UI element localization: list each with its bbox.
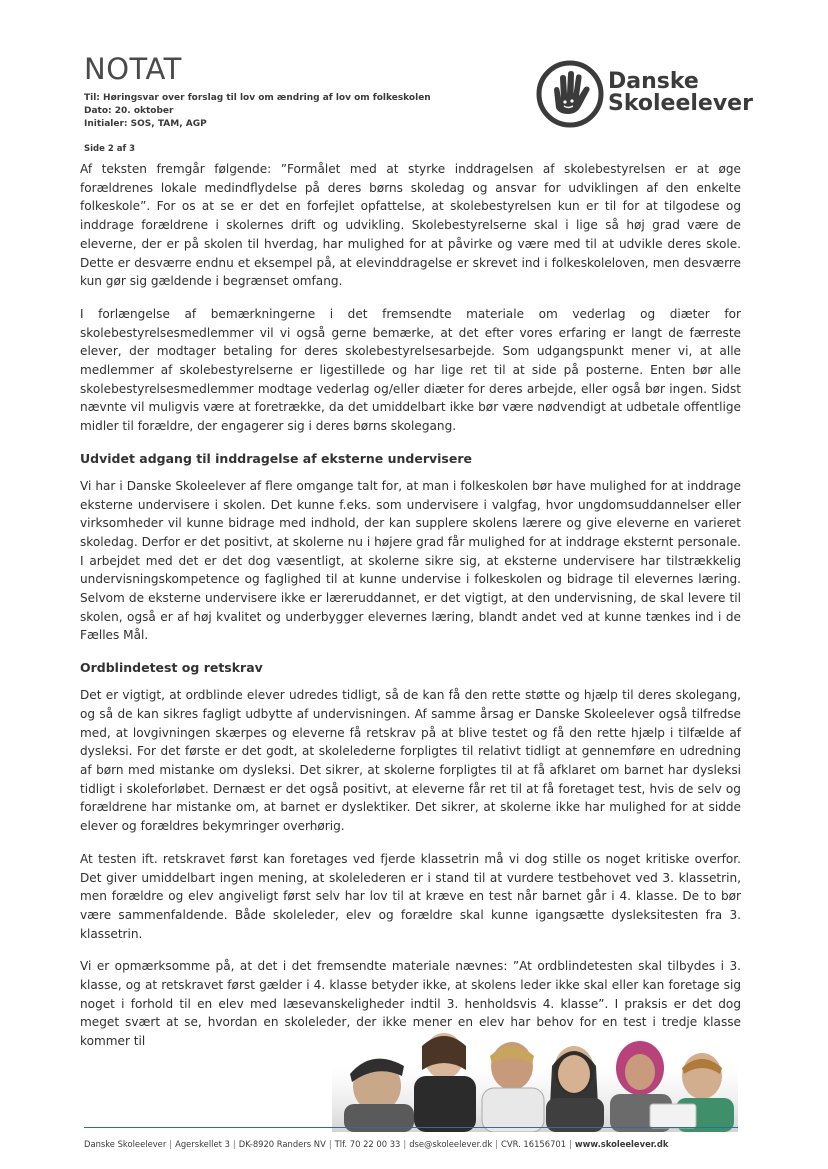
meta-date: Dato: 20. oktober [84,106,174,116]
footer-cvr: CVR. 16156701 [501,1139,567,1149]
paragraph: Vi er opmærksomme på, at det i det fremsendte materiale nævnes: ”At ordblindetesten skal tilbydes i 3. klasse, og at retskravet først gælder i 4. klasse betyder ikke, at skolens leder ikke skal eller kan foretage sig noget i forhold til en elev med læsevanskeligheder indtil 3. henholdsvis 4. klasse”. I praksis er det dog meget svært at se, hvordan en skoleleder, der ikke mener en elev har behov for en test i tredje klasse kommer til [80,959,741,1049]
logo-word-danske: Danske [608,69,699,94]
paragraph: I forlængelse af bemærkningerne i det fremsendte materiale om vederlag og diæter for skolebestyrelsesmedlemmer vil vi også gerne bemærke, at det efter vores erfaring er langt de færreste elever, der modtager betaling for deres skolebestyrelsesarbejde. Som udgangspunkt mener vi, at alle medlemmer af skolebestyrelserne er ligestillede og har lige ret til at side på posterne. Enten bør alle skolebestyrelsesmedlemmer modtage vederlag og/eller diæter for deres arbejde, eller også bør ingen. Sidst nævnte vil muligvis være at foretrække, da det umiddelbart ikke bør være nødvendigt at udbetale offentlige midler til forældre, der engagerer sig i deres børns skolegang. [80,306,741,434]
danske-skoleelever-logo [536,60,766,130]
footer-city: DK-8920 Randers NV [238,1139,326,1149]
section-heading: Ordblindetest og retskrav [80,660,263,676]
footer-phone: Tlf. 70 22 00 33 [334,1139,401,1149]
logo-wordmark [608,71,753,115]
paragraph: Det er vigtigt, at ordblinde elever udredes tidligt, så de kan få den rette støtte og hjælp til deres skolegang, og så de kan sikres fagligt udbytte af undervisningen. Af samme årsag er Danske Skoleelever også tilfredse med, at lovgivningen skærpes og eleverne få retskrav på at blive testet og få den rette hjælp i tilfælde af dysleksi. For det første er det godt, at skolelederne forpligtes til relativt tidligt at gennemføre en udredning af børn med mistanke om dysleksi. Det sikrer, at skolerne forpligtes til at få afklaret om barnet har dysleksi tidligt i skoleforløbet. Dernæst er det også positivt, at eleverne får ret til at få foretaget test, hvis de selv og forældrene har mistanke om, at barnet er dyslektiker. Det sikrer, at skolerne ikke har mulighed for at sidde elever og forældres bekymringer overhørig. [80,688,741,834]
hand-logo-icon [536,60,604,128]
section-heading: Udvidet adgang til inddragelse af eksterne undervisere [80,450,472,466]
footer-website-link[interactable]: www.skoleelever.dk [574,1139,669,1149]
memo-meta [84,92,431,131]
paragraph: Vi har i Danske Skoleelever af flere omgange talt for, at man i folkeskolen bør have mulighed for at inddrage eksterne undervisere i skolen. Det kunne f.eks. som undervisere i valgfag, hvor ungdomsuddannelser eller virksomheder vil kunne bidrage med indhold, der kan supplere skolens lærere og give eleverne en varieret skoledag. Derfor er det positivt, at skolerne nu i højere grad får mulighed for at inddrage eksternt personale. I arbejdet med det er det dog væsentligt, at skolerne sikre sig, at eksterne undervisere har tilstrækkelig undervisningskompetence og faglighed til at kunne undervise i folkeskolen og bidrage til elevernes læring. Selvom de eksterne undervisere ikke er læreruddannet, er det vigtigt, at den undervisning, de skal levere til skolen, også er af høj kvalitet og underbygger elevernes læring, blandt andet ved at kunne tænkes ind i de Fælles Mål. [80,478,741,643]
document-title: NOTAT [84,52,182,86]
paragraph: Af teksten fremgår følgende: ”Formålet med at styrke inddragelsen af skolebestyrelsen er at øge forældrenes lokale medindflydelse på deres børns skoledag og ansvar for udviklingen af den enkelte folkeskole”. For os at se er det en forfejlet opfattelse, at skolebestyrelsen kun er til for at tilgodese og inddrage forældrene i skolernes drift og udvikling. Skolebestyrelserne skal i lige så høj grad være de eleverne, der er på skolen til hverdag, har mulighed for at påvirke og være med til at udvikle deres skole. Dette er desværre endnu et eksempel på, at elevinddragelse er skrevet ind i folkeskoleloven, men desværre kun gør sig gældende i begrænset omfang. [80,162,741,289]
paragraph: At testen ift. retskravet først kan foretages ved fjerde klassetrin må vi dog stille os noget kritiske overfor. Det giver umiddelbart ingen mening, at skolelederen er i stand til at vurdere testbehovet ved 3. klassetrin, men forældre og elev angiveligt først selv har lov til at kræve en test når barnet går i 4. klasse. De to bør være sammenfaldende. Både skoleleder, elev og forældre skal kunne igangsætte dysleksitesten fra 3. klassetrin. [80,851,741,941]
document-body [80,160,741,1065]
footer-address: Agerskellet 3 [175,1139,230,1149]
logo-word-skoleelever: Skoleelever [608,91,753,116]
meta-initials: Initialer: SOS, TAM, AGP [84,119,207,129]
students-photo [332,1026,738,1132]
page-indicator: Side 2 af 3 [84,144,136,154]
footer-org: Danske Skoleelever [84,1139,167,1149]
page-footer: Danske Skoleelever | Agerskellet 3 | DK-8920 Randers NV | Tlf. 70 22 00 33 | dse@skoleelever.dk | CVR. 16156701 | www.skoleelever.dk [84,1139,669,1149]
meta-to: Til: Høringsvar over forslag til lov om ændring af lov om folkeskolen [84,93,431,103]
footer-divider [84,1127,738,1128]
footer-email[interactable]: dse@skoleelever.dk [409,1139,493,1149]
